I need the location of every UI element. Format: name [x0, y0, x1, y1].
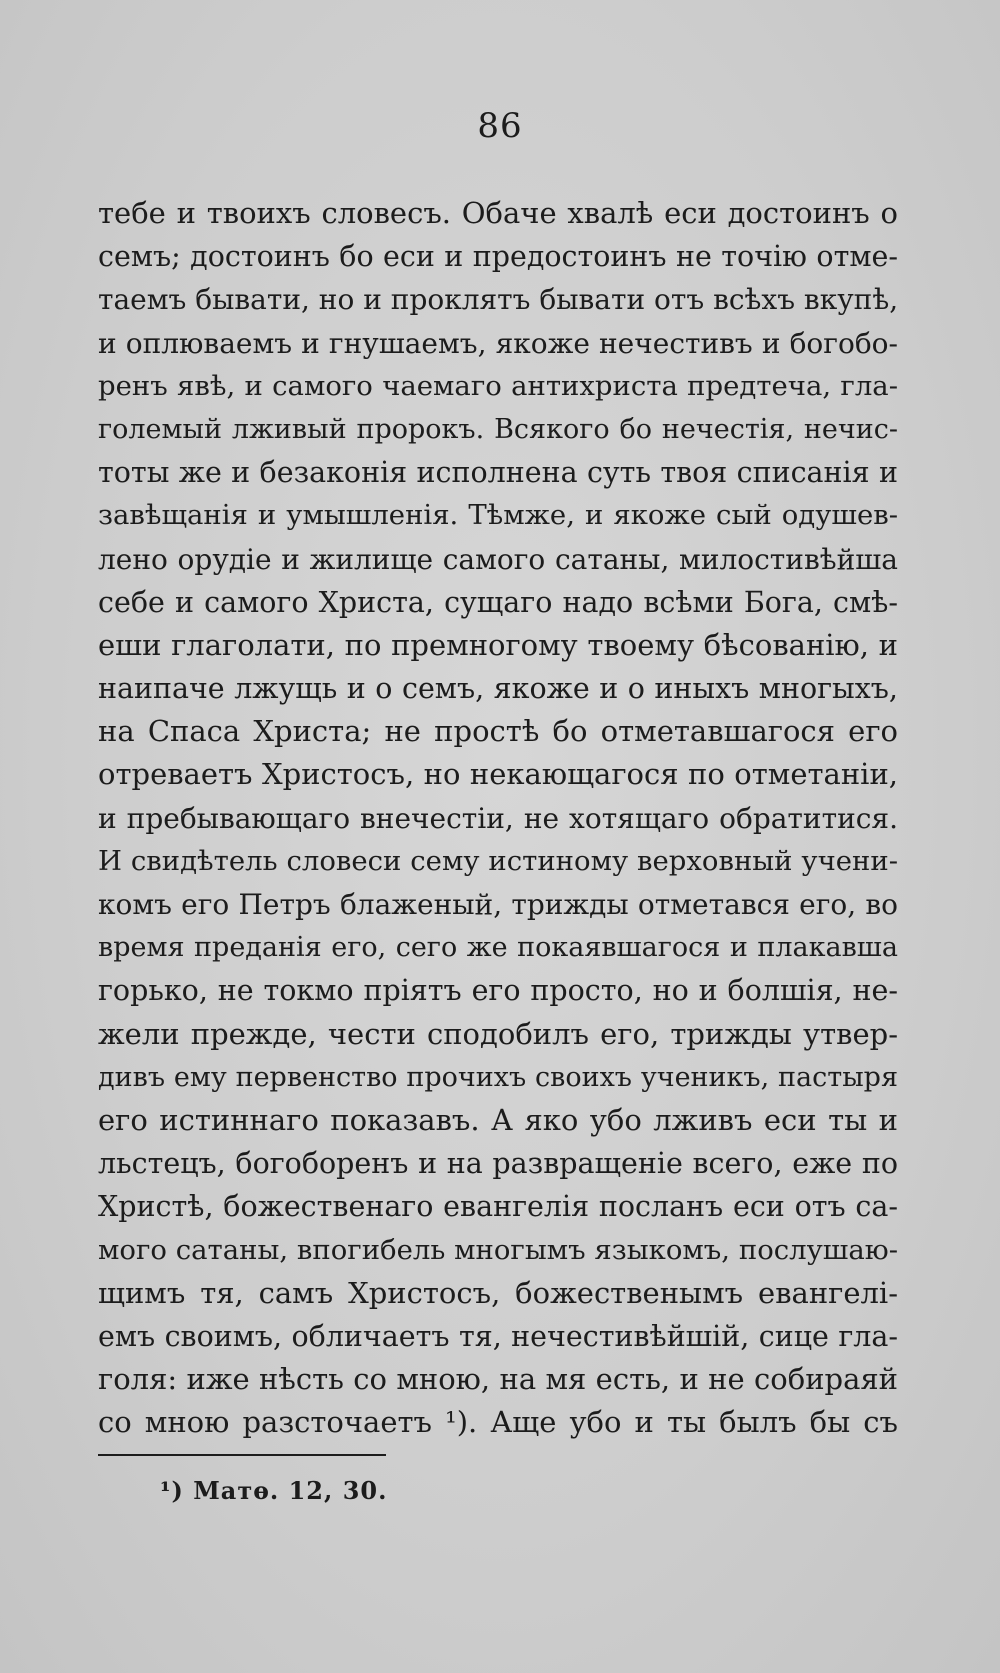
text-line: горько, не токмо пріятъ его просто, но и болшія, не- — [98, 974, 898, 1008]
text-line: на Спаса Христа; не простѣ бо отметавшагося его — [98, 714, 898, 749]
text-line: отреваетъ Христосъ, но некающагося по отметаніи, — [98, 757, 898, 792]
footnote-marker: ¹) — [160, 1476, 184, 1505]
page-number: 86 — [477, 106, 523, 146]
text-line: завѣщанія и умышленія. Тѣмже, и якоже сый одушев- — [98, 499, 898, 532]
text-line: еши глаголати, по премногому твоему бѣсованію, и — [98, 627, 898, 662]
text-line: тебе и твоихъ словесъ. Обаче хвалѣ еси достоинъ о — [98, 196, 898, 230]
text-line: големый лживый пророкъ. Всякого бо нечестія, нечис- — [98, 413, 898, 445]
text-line: емъ своимъ, обличаетъ тя, нечестивѣйшій, сице гла- — [98, 1319, 898, 1353]
text-line: щимъ тя, самъ Христосъ, божественымъ евангелі- — [98, 1275, 898, 1310]
text-line: мого сатаны, впогибель многымъ языкомъ, послушаю- — [98, 1233, 898, 1266]
text-line: жели прежде, чести сподобилъ его, трижды утвер- — [98, 1016, 898, 1051]
text-line: дивъ ему первенство прочихъ своихъ ученикъ, пастыря — [98, 1061, 898, 1093]
text-line: семъ; достоинъ бо еси и предостоинъ не точію отме- — [98, 240, 898, 274]
text-line: Христѣ, божественаго евангелія посланъ еси отъ са- — [98, 1190, 898, 1224]
text-line: время преданія его, сего же покаявшагося и плакавша — [98, 932, 898, 964]
text-line: льстецъ, богоборенъ и на развращеніе всего, еже по — [98, 1147, 898, 1181]
text-line: со мною разсточаетъ ¹). Аще убо и ты былъ бы съ — [98, 1405, 898, 1440]
text-line: наипаче лжущь и о семъ, якоже и о иныхъ многыхъ, — [98, 672, 898, 706]
text-line: его истиннаго показавъ. А яко убо лживъ еси ты и — [98, 1102, 898, 1137]
footnote-divider — [98, 1454, 386, 1456]
body-text — [98, 192, 898, 1444]
text-line: и оплюваемъ и гнушаемъ, якоже нечестивъ и богобо- — [98, 326, 898, 360]
text-line: себе и самого Христа, сущаго надо всѣми Бога, смѣ- — [98, 585, 898, 619]
text-line: комъ его Петръ блаженый, трижды отметався его, во — [98, 888, 898, 921]
text-line: И свидѣтель словеси сему истиному верховный учени- — [98, 844, 898, 877]
text-line: лено орудіе и жилище самого сатаны, милостивѣйша — [98, 542, 898, 576]
footnote-text: Матѳ. 12, 30. — [193, 1476, 388, 1505]
text-line: ренъ явѣ, и самого чаемаго антихриста предтеча, гла- — [98, 369, 898, 402]
text-line: таемъ бывати, но и проклятъ бывати отъ всѣхъ вкупѣ, — [98, 283, 899, 317]
footnote — [160, 1476, 387, 1505]
text-line: и пребывающаго внечестіи, не хотящаго обратитися. — [98, 801, 898, 835]
text-line: тоты же и безаконія исполнена суть твоя списанія и — [98, 456, 898, 490]
text-line: голя: иже нѣсть со мною, на мя есть, и не собираяй — [98, 1362, 898, 1397]
